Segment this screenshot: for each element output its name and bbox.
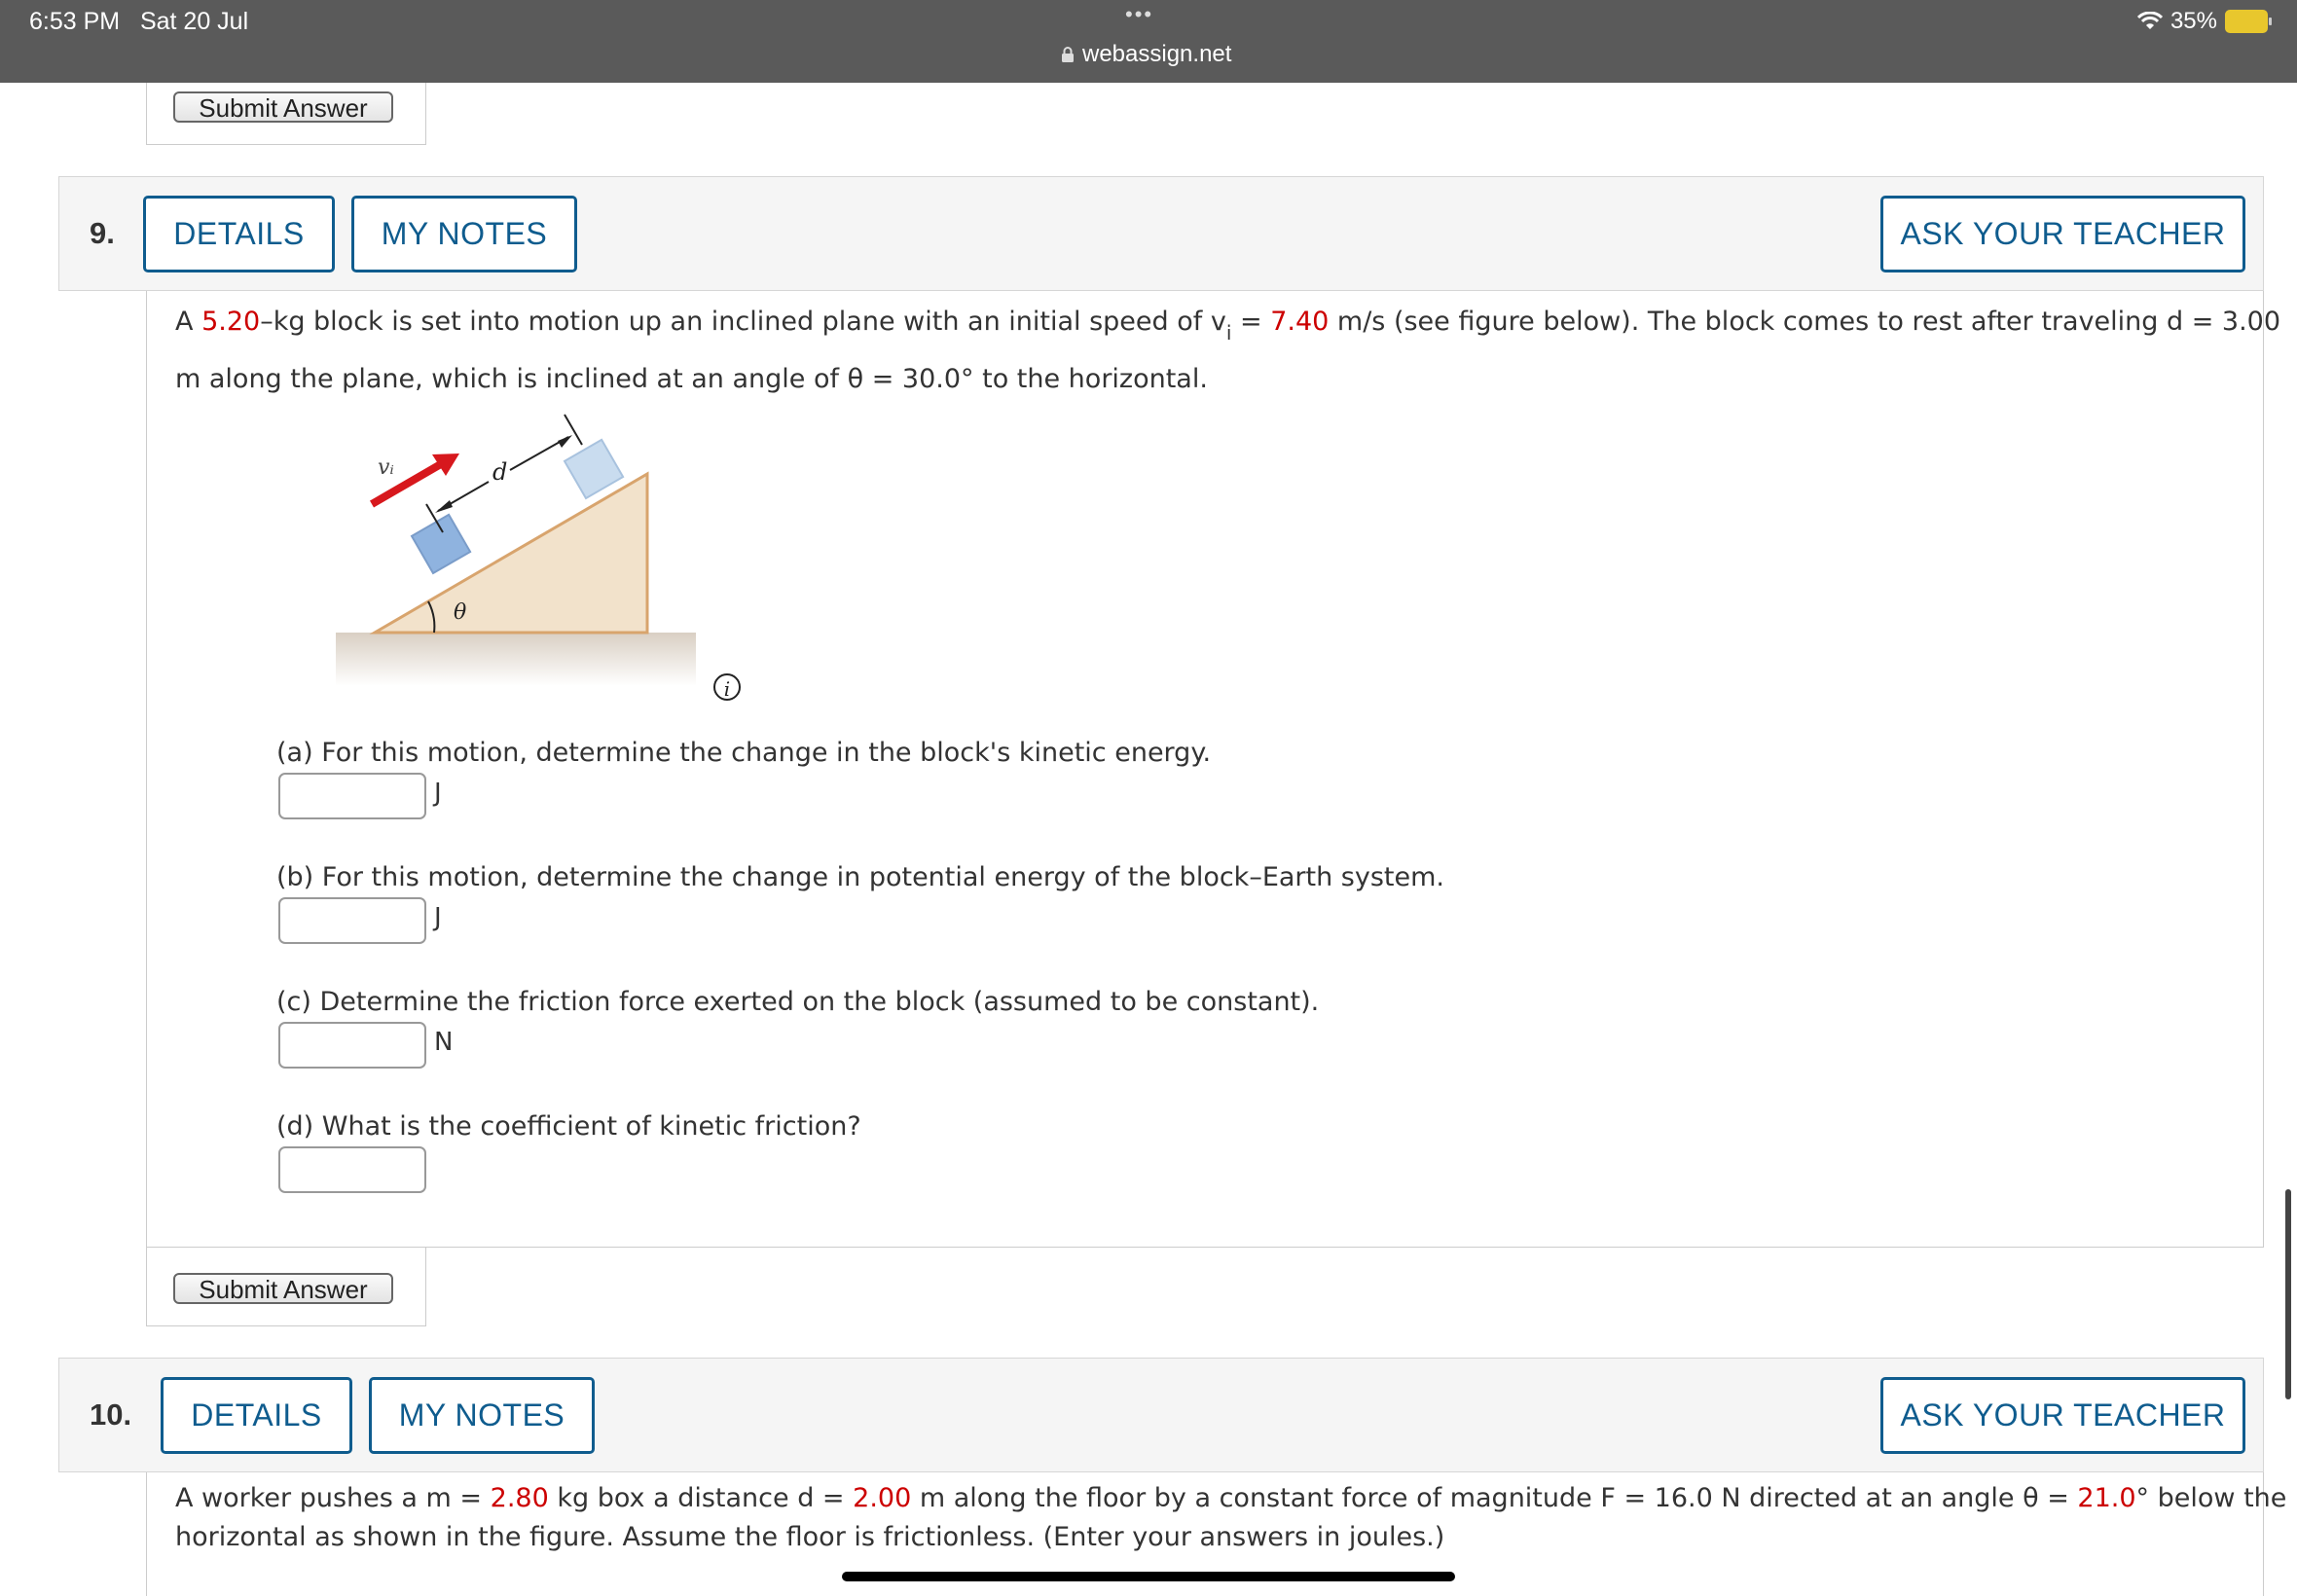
q9-line1: A 5.20–kg block is set into motion up an inclined plane with an initial speed of $v_i = 7.40$ m/s (see figure below). The block comes to rest after traveling d = 3.00 xyxy=(175,307,2281,345)
page-scrollbar[interactable] xyxy=(2285,1189,2291,1399)
lock-icon xyxy=(1061,46,1075,63)
wifi-icon xyxy=(2137,12,2163,31)
q9-part-b-unit: J xyxy=(434,903,442,932)
upper-block xyxy=(565,440,623,498)
q9-submit-button[interactable]: Submit Answer xyxy=(173,1273,393,1304)
q9-part-c-input[interactable] xyxy=(278,1022,426,1069)
address-bar[interactable] xyxy=(1061,41,1231,68)
d-label: d xyxy=(492,458,508,486)
q9-part-a-label: (a) For this motion, determine the change in the block's kinetic energy. xyxy=(276,738,1212,768)
q10-distance-value: 2.00 xyxy=(853,1483,912,1513)
q9-part-b-label: (b) For this motion, determine the change in potential energy of the block–Earth system. xyxy=(276,862,1444,892)
q10-details-button[interactable]: DETAILS xyxy=(161,1377,352,1454)
lower-block xyxy=(412,515,470,573)
q10-number: 10. xyxy=(90,1397,132,1432)
more-dots-icon[interactable]: ••• xyxy=(1125,2,1154,26)
q10-mass-value: 2.80 xyxy=(490,1483,549,1513)
q9-question-text xyxy=(175,299,2281,403)
figure-info-icon[interactable]: i xyxy=(713,673,741,701)
q9-speed-value: 7.40 xyxy=(1270,307,1330,337)
status-time xyxy=(29,8,248,36)
q9-details-button[interactable]: DETAILS xyxy=(143,196,335,272)
q10-line1: A worker pushes a m = 2.80 kg box a distance d = 2.00 m along the floor by a constant force of magnitude F = 16.0 N directed at an angle θ = 21.0° below the xyxy=(175,1483,2287,1513)
prev-submit-button[interactable]: Submit Answer xyxy=(173,91,393,123)
incline-figure xyxy=(331,404,720,696)
status-bar xyxy=(0,0,2297,83)
theta-label: θ xyxy=(454,600,467,625)
home-indicator[interactable] xyxy=(842,1572,1455,1581)
d-arrow-right xyxy=(558,435,572,448)
q10-ask-teacher-button[interactable]: ASK YOUR TEACHER xyxy=(1880,1377,2245,1454)
q9-line2: m along the plane, which is inclined at an angle of θ = 30.0° to the horizontal. xyxy=(175,364,1208,394)
q10-line2: horizontal as shown in the figure. Assume the floor is frictionless. (Enter your answers in joules.) xyxy=(175,1522,1445,1552)
q10-my-notes-button[interactable]: MY NOTES xyxy=(369,1377,595,1454)
q10-angle-value: 21.0 xyxy=(2077,1483,2136,1513)
vi-label: vᵢ xyxy=(378,455,394,480)
status-right xyxy=(2137,8,2268,35)
q9-part-a-input[interactable] xyxy=(278,773,426,819)
date-text: Sat 20 Jul xyxy=(139,8,249,35)
q9-part-d-label: (d) What is the coefficient of kinetic friction? xyxy=(276,1111,861,1142)
q9-part-d-input[interactable] xyxy=(278,1146,426,1193)
time-text: 6:53 PM xyxy=(29,8,121,35)
q9-part-c-label: (c) Determine the friction force exerted on the block (assumed to be constant). xyxy=(276,987,1320,1017)
d-arrow-left xyxy=(435,500,453,513)
q9-number: 9. xyxy=(90,216,115,250)
q9-ask-teacher-button[interactable]: ASK YOUR TEACHER xyxy=(1880,196,2245,272)
q9-mass-value: 5.20 xyxy=(201,307,261,337)
ground-shape xyxy=(336,633,696,686)
url-text: webassign.net xyxy=(1082,41,1232,67)
q9-part-a-unit: J xyxy=(434,779,442,808)
incline-ramp xyxy=(375,474,647,633)
battery-icon xyxy=(2225,10,2268,33)
q10-question-text xyxy=(175,1479,2287,1557)
q9-my-notes-button[interactable]: MY NOTES xyxy=(351,196,577,272)
q9-part-c-unit: N xyxy=(434,1028,454,1057)
battery-percent: 35% xyxy=(2169,8,2217,34)
q9-part-b-input[interactable] xyxy=(278,897,426,944)
